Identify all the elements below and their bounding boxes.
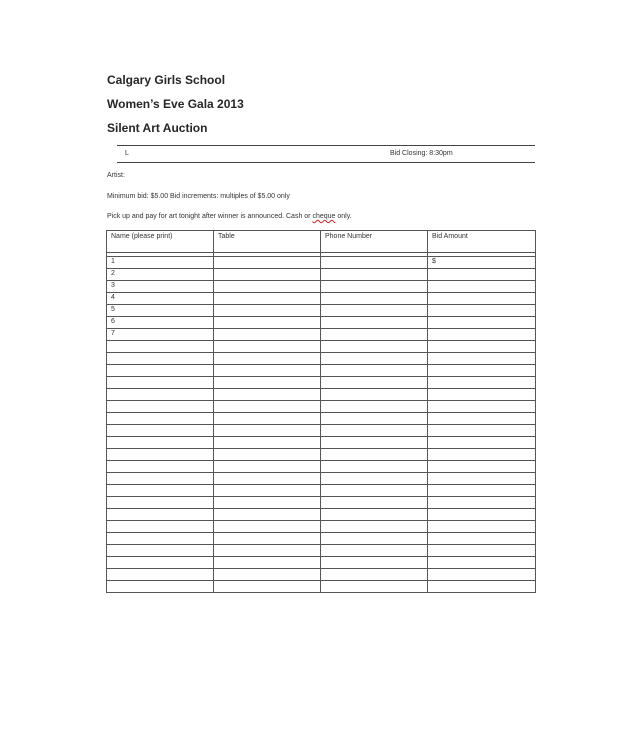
- bid-amount-cell[interactable]: [428, 581, 536, 593]
- pickup-suffix: only.: [335, 213, 352, 220]
- bid-table-cell[interactable]: [214, 365, 321, 377]
- bid-table-cell[interactable]: [214, 533, 321, 545]
- bid-table-cell[interactable]: [214, 461, 321, 473]
- bid-phone-cell[interactable]: [321, 329, 428, 341]
- bid-amount-cell[interactable]: [428, 317, 536, 329]
- bid-name-cell[interactable]: [107, 497, 214, 509]
- table-row: [107, 545, 536, 557]
- table-row: [107, 509, 536, 521]
- artist-label: Artist:: [107, 172, 125, 179]
- bid-closing-time: Bid Closing: 8:30pm: [390, 150, 453, 157]
- title-rule-top: [117, 145, 535, 146]
- bid-amount-cell[interactable]: [428, 353, 536, 365]
- bid-table-cell[interactable]: [214, 317, 321, 329]
- table-row: [107, 425, 536, 437]
- bid-table-cell[interactable]: [214, 557, 321, 569]
- school-name: Calgary Girls School: [107, 73, 226, 87]
- bid-amount-cell[interactable]: [428, 401, 536, 413]
- bid-phone-cell[interactable]: [321, 317, 428, 329]
- bid-table-cell[interactable]: [214, 521, 321, 533]
- bid-phone-cell[interactable]: [321, 425, 428, 437]
- table-row: [107, 437, 536, 449]
- table-row: [107, 485, 536, 497]
- bid-amount-cell[interactable]: [428, 341, 536, 353]
- bid-amount-cell[interactable]: [428, 461, 536, 473]
- bid-table-cell[interactable]: [214, 257, 321, 269]
- bid-phone-cell[interactable]: [321, 473, 428, 485]
- bid-amount-cell[interactable]: [428, 329, 536, 341]
- bid-name-cell[interactable]: [107, 569, 214, 581]
- bid-amount-cell[interactable]: [428, 305, 536, 317]
- minimum-bid-text: Minimum bid: $5.00 Bid increments: multiples of $5.00 only: [107, 193, 290, 200]
- bid-amount-cell[interactable]: [428, 365, 536, 377]
- bid-name-cell[interactable]: [107, 449, 214, 461]
- bid-phone-cell[interactable]: [321, 461, 428, 473]
- bid-phone-cell[interactable]: [321, 413, 428, 425]
- bid-phone-cell[interactable]: [321, 353, 428, 365]
- bid-name-cell[interactable]: [107, 437, 214, 449]
- bid-name-cell[interactable]: [107, 521, 214, 533]
- bid-table-cell[interactable]: [214, 377, 321, 389]
- pickup-cheque-word: cheque: [312, 213, 336, 220]
- bid-name-cell[interactable]: [107, 581, 214, 593]
- table-row: [107, 269, 536, 281]
- table-row: [107, 341, 536, 353]
- bid-phone-cell[interactable]: [321, 557, 428, 569]
- bid-phone-cell[interactable]: [321, 521, 428, 533]
- bid-phone-cell[interactable]: [321, 497, 428, 509]
- bid-name-cell[interactable]: 3: [107, 281, 214, 293]
- bid-amount-cell[interactable]: [428, 281, 536, 293]
- column-header-phone: Phone Number: [321, 231, 428, 253]
- bid-table-cell[interactable]: [214, 449, 321, 461]
- bid-amount-cell[interactable]: [428, 497, 536, 509]
- table-row: [107, 533, 536, 545]
- bid-phone-cell[interactable]: [321, 377, 428, 389]
- bid-amount-cell[interactable]: [428, 485, 536, 497]
- table-row: [107, 377, 536, 389]
- bid-name-cell[interactable]: [107, 377, 214, 389]
- bid-phone-cell[interactable]: [321, 269, 428, 281]
- bid-phone-cell[interactable]: [321, 341, 428, 353]
- bid-amount-cell[interactable]: [428, 389, 536, 401]
- bid-phone-cell[interactable]: [321, 509, 428, 521]
- table-row: [107, 569, 536, 581]
- bid-table-cell[interactable]: [214, 497, 321, 509]
- bid-table-cell[interactable]: [214, 425, 321, 437]
- table-row: [107, 317, 536, 329]
- bid-amount-cell[interactable]: [428, 569, 536, 581]
- event-name: Women’s Eve Gala 2013: [107, 97, 244, 111]
- bid-phone-cell[interactable]: [321, 545, 428, 557]
- bid-phone-cell[interactable]: [321, 257, 428, 269]
- bid-name-cell[interactable]: [107, 341, 214, 353]
- table-row: [107, 461, 536, 473]
- pickup-instructions: [107, 213, 352, 220]
- bid-table-cell[interactable]: [214, 305, 321, 317]
- bid-table-cell[interactable]: [214, 293, 321, 305]
- bid-name-cell[interactable]: 5: [107, 305, 214, 317]
- bid-amount-cell[interactable]: [428, 437, 536, 449]
- column-header-table: Table: [214, 231, 321, 253]
- bid-phone-cell[interactable]: [321, 281, 428, 293]
- bid-phone-cell[interactable]: [321, 389, 428, 401]
- table-row: [107, 281, 536, 293]
- bid-table-cell[interactable]: [214, 353, 321, 365]
- pickup-prefix: Pick up and pay for art tonight after winner is announced. Cash or: [107, 213, 313, 220]
- bid-amount-cell[interactable]: [428, 269, 536, 281]
- title-rule-bottom: [117, 162, 535, 163]
- table-row: [107, 581, 536, 593]
- bid-phone-cell[interactable]: [321, 533, 428, 545]
- bid-name-cell[interactable]: 2: [107, 269, 214, 281]
- table-row: [107, 389, 536, 401]
- bid-amount-cell[interactable]: [428, 377, 536, 389]
- table-header-row: [107, 231, 536, 253]
- table-row: [107, 449, 536, 461]
- bid-name-cell[interactable]: [107, 473, 214, 485]
- bid-amount-cell[interactable]: [428, 473, 536, 485]
- column-header-name: Name (please print): [107, 231, 214, 253]
- bid-name-cell[interactable]: [107, 389, 214, 401]
- table-row: [107, 365, 536, 377]
- bid-table-cell[interactable]: [214, 389, 321, 401]
- table-row: [107, 413, 536, 425]
- table-row: [107, 293, 536, 305]
- bid-table-cell[interactable]: [214, 437, 321, 449]
- bid-table-cell[interactable]: [214, 329, 321, 341]
- bid-table-cell[interactable]: [214, 401, 321, 413]
- bid-amount-cell[interactable]: [428, 449, 536, 461]
- bid-name-cell[interactable]: [107, 353, 214, 365]
- bid-table-cell[interactable]: [214, 413, 321, 425]
- bid-amount-cell[interactable]: $: [428, 257, 536, 269]
- bid-table-cell[interactable]: [214, 341, 321, 353]
- bid-name-cell[interactable]: [107, 461, 214, 473]
- bid-amount-cell[interactable]: [428, 521, 536, 533]
- table-row: [107, 353, 536, 365]
- bid-name-cell[interactable]: [107, 413, 214, 425]
- table-row: [107, 257, 536, 269]
- bid-table-cell[interactable]: [214, 269, 321, 281]
- bid-table-cell[interactable]: [214, 473, 321, 485]
- bid-name-cell[interactable]: [107, 545, 214, 557]
- table-row: [107, 521, 536, 533]
- bid-table-cell[interactable]: [214, 485, 321, 497]
- artwork-label: L: [125, 150, 129, 157]
- table-row: [107, 473, 536, 485]
- table-row: [107, 497, 536, 509]
- column-header-bid: Bid Amount: [428, 231, 536, 253]
- bid-sheet-table: [106, 230, 536, 593]
- bid-name-cell[interactable]: [107, 485, 214, 497]
- table-row: [107, 305, 536, 317]
- bid-phone-cell[interactable]: [321, 437, 428, 449]
- bid-name-cell[interactable]: [107, 365, 214, 377]
- bid-rows: [107, 253, 536, 593]
- bid-name-cell[interactable]: 6: [107, 317, 214, 329]
- bid-name-cell[interactable]: [107, 425, 214, 437]
- bid-phone-cell[interactable]: [321, 401, 428, 413]
- bid-amount-cell[interactable]: [428, 425, 536, 437]
- bid-table-cell[interactable]: [214, 569, 321, 581]
- bid-table-cell[interactable]: [214, 581, 321, 593]
- bid-phone-cell[interactable]: [321, 305, 428, 317]
- bid-phone-cell[interactable]: [321, 485, 428, 497]
- bid-phone-cell[interactable]: [321, 365, 428, 377]
- bid-table-cell[interactable]: [214, 509, 321, 521]
- bid-table-cell[interactable]: [214, 281, 321, 293]
- table-row: [107, 557, 536, 569]
- bid-name-cell[interactable]: [107, 509, 214, 521]
- bid-table-cell[interactable]: [214, 545, 321, 557]
- bid-phone-cell[interactable]: [321, 569, 428, 581]
- bid-amount-cell[interactable]: [428, 293, 536, 305]
- table-row: [107, 401, 536, 413]
- bid-phone-cell[interactable]: [321, 581, 428, 593]
- bid-amount-cell[interactable]: [428, 413, 536, 425]
- bid-phone-cell[interactable]: [321, 293, 428, 305]
- bid-phone-cell[interactable]: [321, 449, 428, 461]
- bid-name-cell[interactable]: [107, 533, 214, 545]
- table-row: [107, 329, 536, 341]
- bid-name-cell[interactable]: [107, 557, 214, 569]
- bid-name-cell[interactable]: 7: [107, 329, 214, 341]
- bid-name-cell[interactable]: 4: [107, 293, 214, 305]
- bid-name-cell[interactable]: 1: [107, 257, 214, 269]
- bid-amount-cell[interactable]: [428, 533, 536, 545]
- bid-amount-cell[interactable]: [428, 557, 536, 569]
- bid-amount-cell[interactable]: [428, 509, 536, 521]
- auction-title: Silent Art Auction: [107, 121, 208, 135]
- bid-name-cell[interactable]: [107, 401, 214, 413]
- bid-amount-cell[interactable]: [428, 545, 536, 557]
